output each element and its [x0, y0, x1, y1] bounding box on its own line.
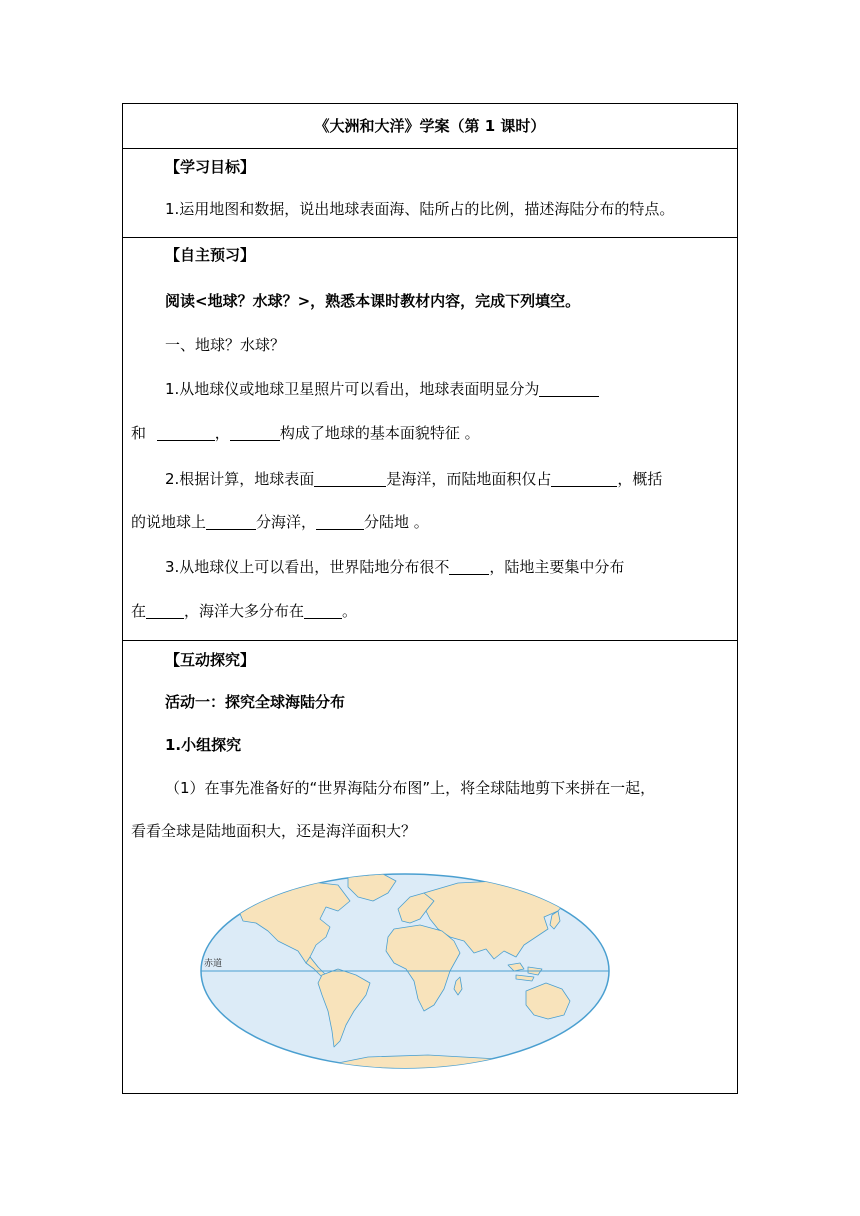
question-2-part-2: 是海洋，而陆地面积仅占 [386, 470, 552, 488]
preview-section [123, 238, 738, 641]
activity-title: 活动一：探究全球海陆分布 [165, 693, 346, 711]
question-1-rest: 构成了地球的基本面貌特征 。 [279, 424, 480, 442]
blank-9[interactable] [146, 602, 184, 619]
question-3-line-2 [123, 600, 737, 621]
question-2-part-6: 分陆地 。 [364, 513, 429, 531]
question-2-part-4: 的说地球上 [131, 513, 207, 531]
interactive-heading: 【互动探究】 [165, 651, 256, 669]
blank-3[interactable] [230, 424, 280, 441]
objectives-heading: 【学习目标】 [165, 158, 256, 176]
blank-2[interactable] [157, 424, 215, 441]
question-1-and: 和 [131, 424, 147, 442]
blank-1[interactable] [539, 380, 599, 397]
blank-10[interactable] [304, 602, 342, 619]
question-1-line-2 [123, 422, 737, 443]
question-3-part-4: ，海洋大多分布在 [184, 602, 305, 620]
question-2-part-5: 分海洋， [256, 513, 317, 531]
objectives-section [123, 149, 738, 238]
preview-instruction: 阅读<地球？水球？>，熟悉本课时教材内容，完成下列填空。 [165, 292, 581, 310]
question-1-comma: ， [214, 424, 230, 442]
blank-8[interactable] [449, 558, 489, 575]
question-3-part-5: 。 [342, 602, 358, 620]
question-3-part-2: ，陆地主要集中分布 [489, 558, 625, 576]
question-2-line-1 [123, 468, 737, 489]
question-2-line-2 [123, 511, 737, 532]
question-2-part-3: ，概括 [617, 470, 663, 488]
inquiry-question-line-1: （1）在事先准备好的“世界海陆分布图”上，将全球陆地剪下来拼在一起， [165, 779, 656, 797]
worksheet-table [122, 103, 738, 1094]
inquiry-question-line-2: 看看全球是陆地面积大，还是海洋面积大？ [131, 822, 417, 840]
question-3-part-1: 3.从地球仪上可以看出，世界陆地分布很不 [165, 558, 450, 576]
group-inquiry-title: 1.小组探究 [165, 736, 242, 754]
question-2-part-1: 2.根据计算，地球表面 [165, 470, 315, 488]
question-1-text: 1.从地球仪或地球卫星照片可以看出，地球表面明显分为 [165, 380, 540, 398]
blank-6[interactable] [206, 513, 256, 530]
blank-4[interactable] [314, 470, 386, 487]
worksheet-title: 《大洲和大洋》学案（第 1 课时） [123, 104, 738, 149]
world-map-svg [198, 871, 612, 1071]
question-1-line-1 [123, 378, 737, 399]
equator-label: 赤道 [204, 959, 223, 969]
objective-item-1: 1.运用地图和数据，说出地球表面海、陆所占的比例，描述海陆分布的特点。 [165, 200, 675, 218]
blank-5[interactable] [551, 470, 617, 487]
question-3-part-3: 在 [131, 602, 147, 620]
interactive-section [123, 641, 738, 1094]
preview-heading: 【自主预习】 [165, 246, 256, 264]
preview-section-title: 一、地球？水球？ [165, 336, 286, 354]
blank-7[interactable] [316, 513, 364, 530]
question-3-line-1 [123, 556, 737, 577]
world-map [198, 871, 612, 1075]
